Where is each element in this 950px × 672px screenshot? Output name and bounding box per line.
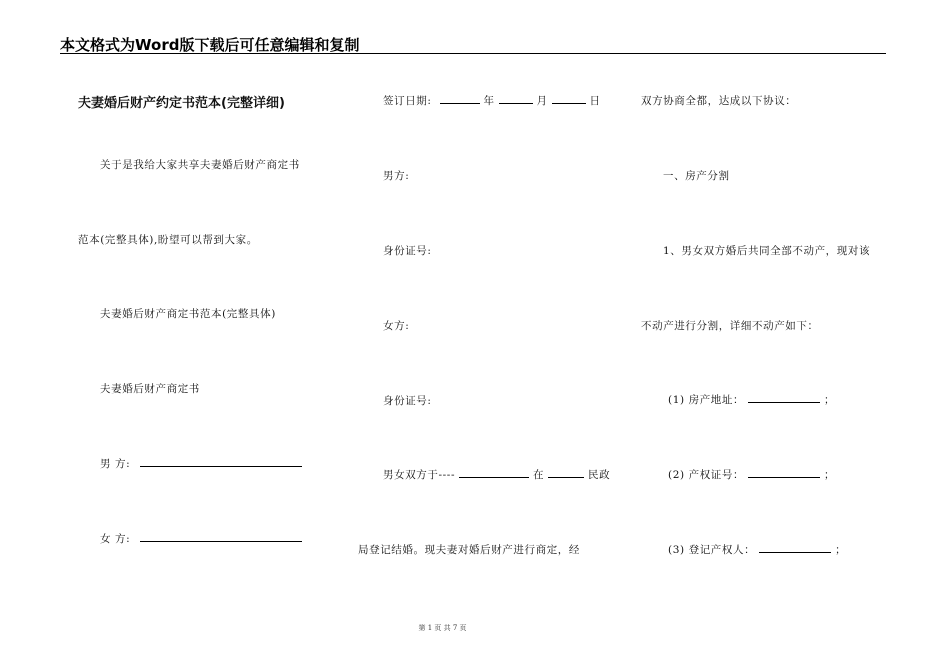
sign-date-field (383, 93, 601, 108)
sign-date-label: 签订日期: (383, 95, 432, 107)
clause-1-line-1: 1、男女双方婚后共同全部不动产，现对该 (663, 245, 871, 257)
marriage-at: 在 (533, 469, 545, 481)
semicolon: ； (835, 544, 847, 556)
wife-field (100, 531, 302, 546)
registration-line: 局登记结婚。现夫妻对婚后财产进行商定，经 (358, 544, 580, 556)
marriage-suffix: 民政 (588, 469, 611, 481)
husband-row: 男方: (383, 170, 410, 182)
intro-line-1: 关于是我给大家共享夫妻婚后财产商定书 (100, 159, 300, 171)
property-address-label: (1) 房产地址： (668, 394, 745, 406)
wife-row: 女方: (383, 320, 410, 332)
subtitle-2: 夫妻婚后财产商定书 (100, 383, 200, 395)
marriage-place-blank (548, 467, 584, 478)
title-cert-label: (2) 产权证号： (668, 469, 745, 481)
agreement-intro: 双方协商全都，达成以下协议： (641, 95, 797, 107)
husband-label: 男 方: (100, 458, 131, 470)
document-title: 夫妻婚后财产约定书范本(完整详细) (78, 96, 285, 111)
semicolon: ； (824, 469, 836, 481)
husband-field (100, 456, 302, 471)
registered-owner-blank (759, 542, 831, 553)
header-divider (60, 53, 886, 54)
semicolon: ； (824, 394, 836, 406)
husband-id-row: 身份证号: (383, 245, 432, 257)
registered-owner-label: (3) 登记产权人： (668, 544, 756, 556)
property-address-blank (748, 392, 820, 403)
section-heading-property: 一、房产分割 (663, 170, 730, 182)
title-cert-blank (748, 467, 820, 478)
title-cert-field (668, 467, 835, 482)
page-number-footer: 第 1 页 共 7 页 (418, 624, 467, 632)
year-blank (440, 93, 480, 104)
month-label: 月 (536, 95, 548, 107)
day-label: 日 (589, 95, 601, 107)
clause-1-line-2: 不动产进行分割，详细不动产如下： (641, 320, 819, 332)
intro-line-2: 范本(完整具体),盼望可以帮到大家。 (78, 234, 258, 246)
registered-owner-field (668, 542, 846, 557)
wife-blank (140, 531, 302, 542)
husband-blank (140, 456, 302, 467)
wife-label: 女 方: (100, 533, 131, 545)
subtitle-1: 夫妻婚后财产商定书范本(完整具体) (100, 308, 276, 320)
document-header-banner: 本文格式为Word版下载后可任意编辑和复制 (60, 36, 360, 54)
day-blank (552, 93, 586, 104)
month-blank (499, 93, 533, 104)
wife-id-row: 身份证号: (383, 395, 432, 407)
marriage-line (383, 467, 610, 482)
marriage-prefix: 男女双方于---- (383, 469, 456, 481)
property-address-field (668, 392, 835, 407)
marriage-date-blank (459, 467, 529, 478)
year-label: 年 (483, 95, 495, 107)
